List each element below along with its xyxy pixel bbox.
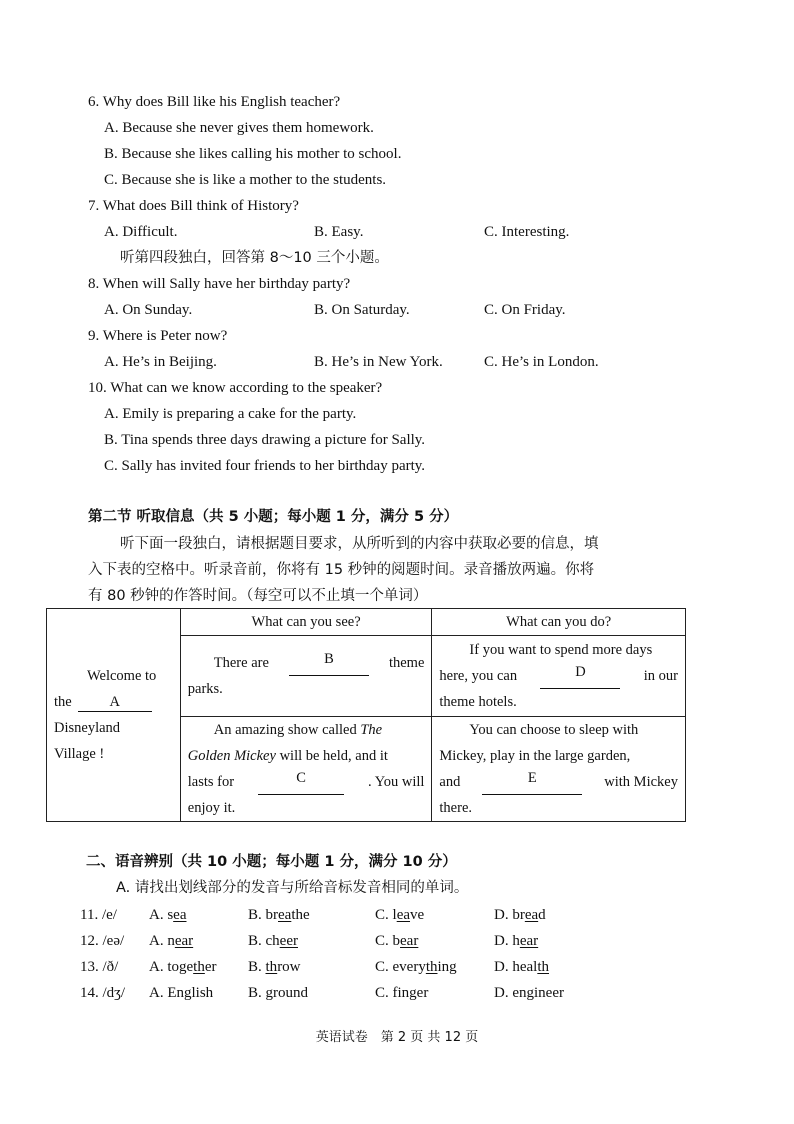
welcome-line-2	[54, 689, 173, 715]
q14-number: 14. /dʒ/	[80, 985, 125, 1001]
question-10: 10. What can we know according to the speaker?	[88, 380, 383, 396]
do1-line-1: If you want to spend more days	[469, 642, 653, 658]
q13-option-a: A. together	[149, 959, 217, 975]
welcome-cell	[47, 609, 181, 822]
see2-text-2: will be held, and it	[275, 748, 388, 764]
option-10b: B. Tina spends three days drawing a picture for Sally.	[104, 432, 426, 448]
option-6c: C. Because she is like a mother to the students.	[104, 172, 387, 188]
page-footer: 英语试卷 第 2 页 共 12 页	[315, 1030, 479, 1045]
option-8b: B. On Saturday.	[314, 302, 410, 318]
do-cell-2	[432, 717, 686, 822]
q12-option-c: C. bear	[375, 933, 419, 949]
option-8a: A. On Sunday.	[104, 302, 193, 318]
see2-line-3	[188, 769, 425, 795]
option-8c: C. On Friday.	[484, 302, 566, 318]
option-7c: C. Interesting.	[484, 224, 570, 240]
q12-option-d: D. hear	[494, 933, 539, 949]
option-6b: B. Because she likes calling his mother to school.	[104, 146, 402, 162]
q11-number: 11. /e/	[80, 907, 117, 923]
see2-line-2	[188, 743, 425, 769]
part2-title: 第二节 听取信息（共 5 小题；每小题 1 分，满分 5 分）	[88, 509, 459, 525]
do2-text-with: with Mickey	[604, 774, 678, 790]
welcome-the: the	[54, 694, 72, 710]
q13-number: 13. /ð/	[80, 959, 119, 975]
see2-text-4: . You will	[367, 774, 425, 790]
part2-instruction-3: 有 80 秒钟的作答时间。（每空可以不止填一个单词）	[88, 588, 428, 604]
see2-line-4: enjoy it.	[187, 800, 236, 816]
question-9: 9. Where is Peter now?	[88, 328, 228, 344]
do2-line-4: there.	[439, 800, 473, 816]
option-7b: B. Easy.	[314, 224, 364, 240]
do1-line-4: theme hotels.	[439, 694, 517, 710]
see1-end: parks.	[187, 681, 223, 697]
question-8: 8. When will Sally have her birthday party?	[88, 276, 351, 292]
q14-option-b: B. ground	[248, 985, 308, 1001]
show-title-part-1: The	[360, 722, 383, 738]
see-cell-2	[180, 717, 432, 822]
blank-e: E	[482, 769, 582, 795]
q12-option-a: A. near	[149, 933, 194, 949]
do2-line-2: Mickey, play in the large garden,	[439, 748, 631, 764]
q14-option-d: D. engineer	[494, 985, 564, 1001]
q12-option-b: B. cheer	[248, 933, 298, 949]
header-what-can-you-do: What can you do?	[432, 609, 686, 636]
header-what-can-you-see: What can you see?	[180, 609, 432, 636]
show-title-part-2: Golden Mickey	[187, 748, 276, 764]
blank-b: B	[289, 650, 369, 676]
option-10c: C. Sally has invited four friends to her birthday party.	[104, 458, 426, 474]
do1-line-3: in our	[643, 668, 678, 684]
blank-c: C	[258, 769, 344, 795]
blank-a: A	[78, 693, 152, 712]
q14-option-c: C. finger	[375, 985, 429, 1001]
option-9c: C. He’s in London.	[484, 354, 599, 370]
question-6: 6. Why does Bill like his English teacher?	[88, 94, 341, 110]
phonetics-instruction: A. 请找出划线部分的发音与所给音标发音相同的单词。	[116, 880, 469, 896]
welcome-line-4: Village !	[54, 746, 105, 762]
do2-text-and: and	[439, 774, 461, 790]
blank-d: D	[540, 663, 620, 689]
welcome-line-1: Welcome to	[87, 668, 157, 684]
question-7: 7. What does Bill think of History?	[88, 198, 299, 214]
see1-post: theme	[388, 655, 425, 671]
do2-line-1: You can choose to sleep with	[469, 722, 639, 738]
q11-option-c: C. leave	[375, 907, 425, 923]
see2-text-3: lasts for	[187, 774, 235, 790]
q11-option-b: B. breathe	[248, 907, 310, 923]
option-10a: A. Emily is preparing a cake for the party.	[104, 406, 357, 422]
do2-line-3	[439, 769, 678, 795]
see-cell-1	[180, 636, 432, 717]
info-table	[46, 608, 686, 822]
q12-number: 12. /eə/	[80, 933, 125, 949]
option-7a: A. Difficult.	[104, 224, 178, 240]
welcome-line-3: Disneyland	[54, 720, 121, 736]
q13-option-d: D. health	[494, 959, 549, 975]
section4-intro: 听第四段独白，回答第 8～10 三个小题。	[120, 250, 389, 266]
part2-instruction-2: 入下表的空格中。听录音前，你将有 15 秒钟的阅题时间。录音播放两遍。你将	[88, 562, 595, 578]
option-9a: A. He’s in Beijing.	[104, 354, 217, 370]
q13-option-b: B. throw	[248, 959, 301, 975]
see1-pre: There are	[213, 655, 269, 671]
part2-instruction-1: 听下面一段独白，请根据题目要求，从所听到的内容中获取必要的信息，填	[120, 536, 599, 552]
do1-line-2: here, you can	[439, 668, 518, 684]
q11-option-d: D. bread	[494, 907, 546, 923]
see2-text-1: An amazing show called	[213, 722, 361, 738]
see2-line-1	[188, 717, 425, 743]
option-6a: A. Because she never gives them homework.	[104, 120, 374, 136]
q11-option-a: A. sea	[149, 907, 187, 923]
do-cell-1	[432, 636, 686, 717]
q14-option-a: A. English	[149, 985, 214, 1001]
option-9b: B. He’s in New York.	[314, 354, 443, 370]
q13-option-c: C. everything	[375, 959, 457, 975]
phonetics-title: 二、语音辨别（共 10 小题；每小题 1 分，满分 10 分）	[86, 854, 457, 870]
